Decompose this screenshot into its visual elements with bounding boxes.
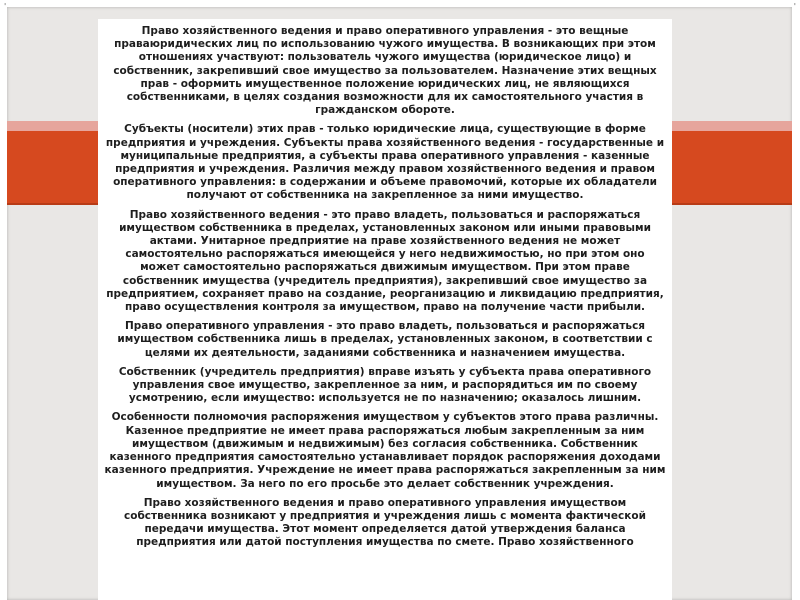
paragraph-subjects: Субъекты (носители) этих прав - только юридические лица, существующие в форме предприятия и учреждения. Субъекты права хозяйственного ведения - государственные и муниципальные предприятия, а субъекты права оперативного управления - казенные предприятия и учреждения. Различия между правом хозяйственного ведения и правом оперативного управления: в содержании и объеме правомочий, которые их обладатели получают от собственника на закрепленное за ними имущество. (105, 123, 665, 202)
paragraph-owner-rights: Собственник (учредитель предприятия) вправе изъять у субъекта права оперативного управления свое имущество, закрепленное за ним, и распорядиться им по своему усмотрению, если имущество: используется не по назначению; оказалось лишним. (118, 365, 652, 405)
paragraph-operational-management: Право оперативного управления - это право владеть, пользоваться и распоряжаться имуществом собственника лишь в пределах, установленных законом, в соответствии с целями их деятельности, заданиями собственника и назначением имущества. (117, 320, 653, 359)
paragraph-economic-management: Право хозяйственного ведения - это право владеть, пользоваться и распоряжаться имуществом собственника в пределах, установленных законом или иными правовыми актами. Унитарное предприятие на праве хозяйственного ведения не может самостоятельно распоряжаться имеющейся у него недвижимостью, но при этом оно может самостоятельно распоряжаться движимым имуществом. При этом праве собственник имущества (учредитель предприятия), закрепивший свое имущество за предприятием, сохраняет право на создание, реорганизацию и ликвидацию предприятия, право осуществления контроля за имуществом, право на получение части прибыли. (106, 208, 664, 314)
corner-mark-left: ' (4, 2, 7, 11)
content-text-box (98, 19, 672, 600)
corner-mark-right: ' (793, 2, 796, 11)
paragraph-disposal-features: Особенности полномочия распоряжения имуществом у субъектов этого права различны. Казенное предприятие не имеет права распоряжаться любым закрепленным за ним имуществом (движимым и недвижимым) без согласия собственника. Собственник казенного предприятия самостоятельно устанавливает порядок распоряжения доходами казенного предприятия. Учреждение не имеет права распоряжаться закрепленным за ним имуществом. За него по его просьбе это делает собственник учреждения. (104, 411, 666, 490)
paragraph-emergence: Право хозяйственного ведения и право оперативного управления имуществом собственника возникают у предприятия и учреждения лишь с момента фактической передачи имущества. Этот момент определяется датой утверждения баланса предприятия или датой поступления имущества по смете. Право хозяйственного (124, 496, 646, 549)
paragraph-definition: Право хозяйственного ведения и право оперативного управления - это вещные праваюридических лиц по использованию чужого имущества. В возникающих при этом отношениях участвуют: пользователь чужого имущества (юридическое лицо) и собственник, закрепивший свое имущество за пользователем. Назначение этих вещных прав - оформить имущественное положение юридических лиц, не являющихся собственниками, в целях создания возможности для их самостоятельного участия в гражданском обороте. (113, 25, 657, 117)
